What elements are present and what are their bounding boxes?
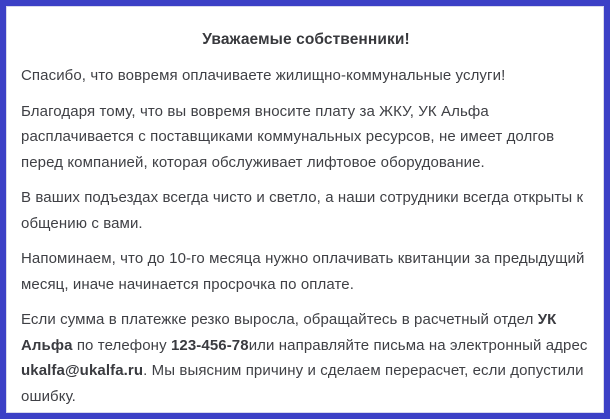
paragraph-cleanliness: В ваших подъездах всегда чисто и светло, а наши сотрудники всегда открыты к общению с вами. — [21, 189, 584, 232]
contact-text-email-label: или направляйте письма на электронный адрес — [248, 336, 588, 354]
contact-text-intro: Если сумма в платежке резко выросла, обращайтесь в расчетный отдел — [21, 311, 538, 328]
phone-number: 123-456-78 — [170, 336, 249, 354]
contact-text-phone-label: по телефону — [72, 336, 171, 354]
paragraph-payments-explanation: Благодаря тому, что вы вовремя вносите плату за ЖКУ, УК Альфа расплачивается с поставщиками коммунальных ресурсов, не имеет долгов перед компанией, которая обслуживает лифтовое оборудование. — [21, 102, 555, 171]
email-address: ukalfa@ukalfa.ru — [21, 362, 144, 379]
company-name: УК Альфа — [21, 311, 557, 354]
notice-title: Уважаемые собственники! — [202, 31, 410, 48]
contact-text-closing: . Мы выясним причину и сделаем перерасчет, если допустили ошибку. — [21, 362, 584, 405]
notice-content — [6, 6, 604, 413]
paragraph-contact — [21, 307, 591, 409]
paragraph-thanks: Спасибо, что вовремя оплачиваете жилищно-коммунальные услуги! — [21, 67, 506, 84]
paragraph-payment-reminder: Напоминаем, что до 10-го месяца нужно оплачивать квитанции за предыдущий месяц, иначе начинается просрочка по оплате. — [21, 250, 585, 293]
